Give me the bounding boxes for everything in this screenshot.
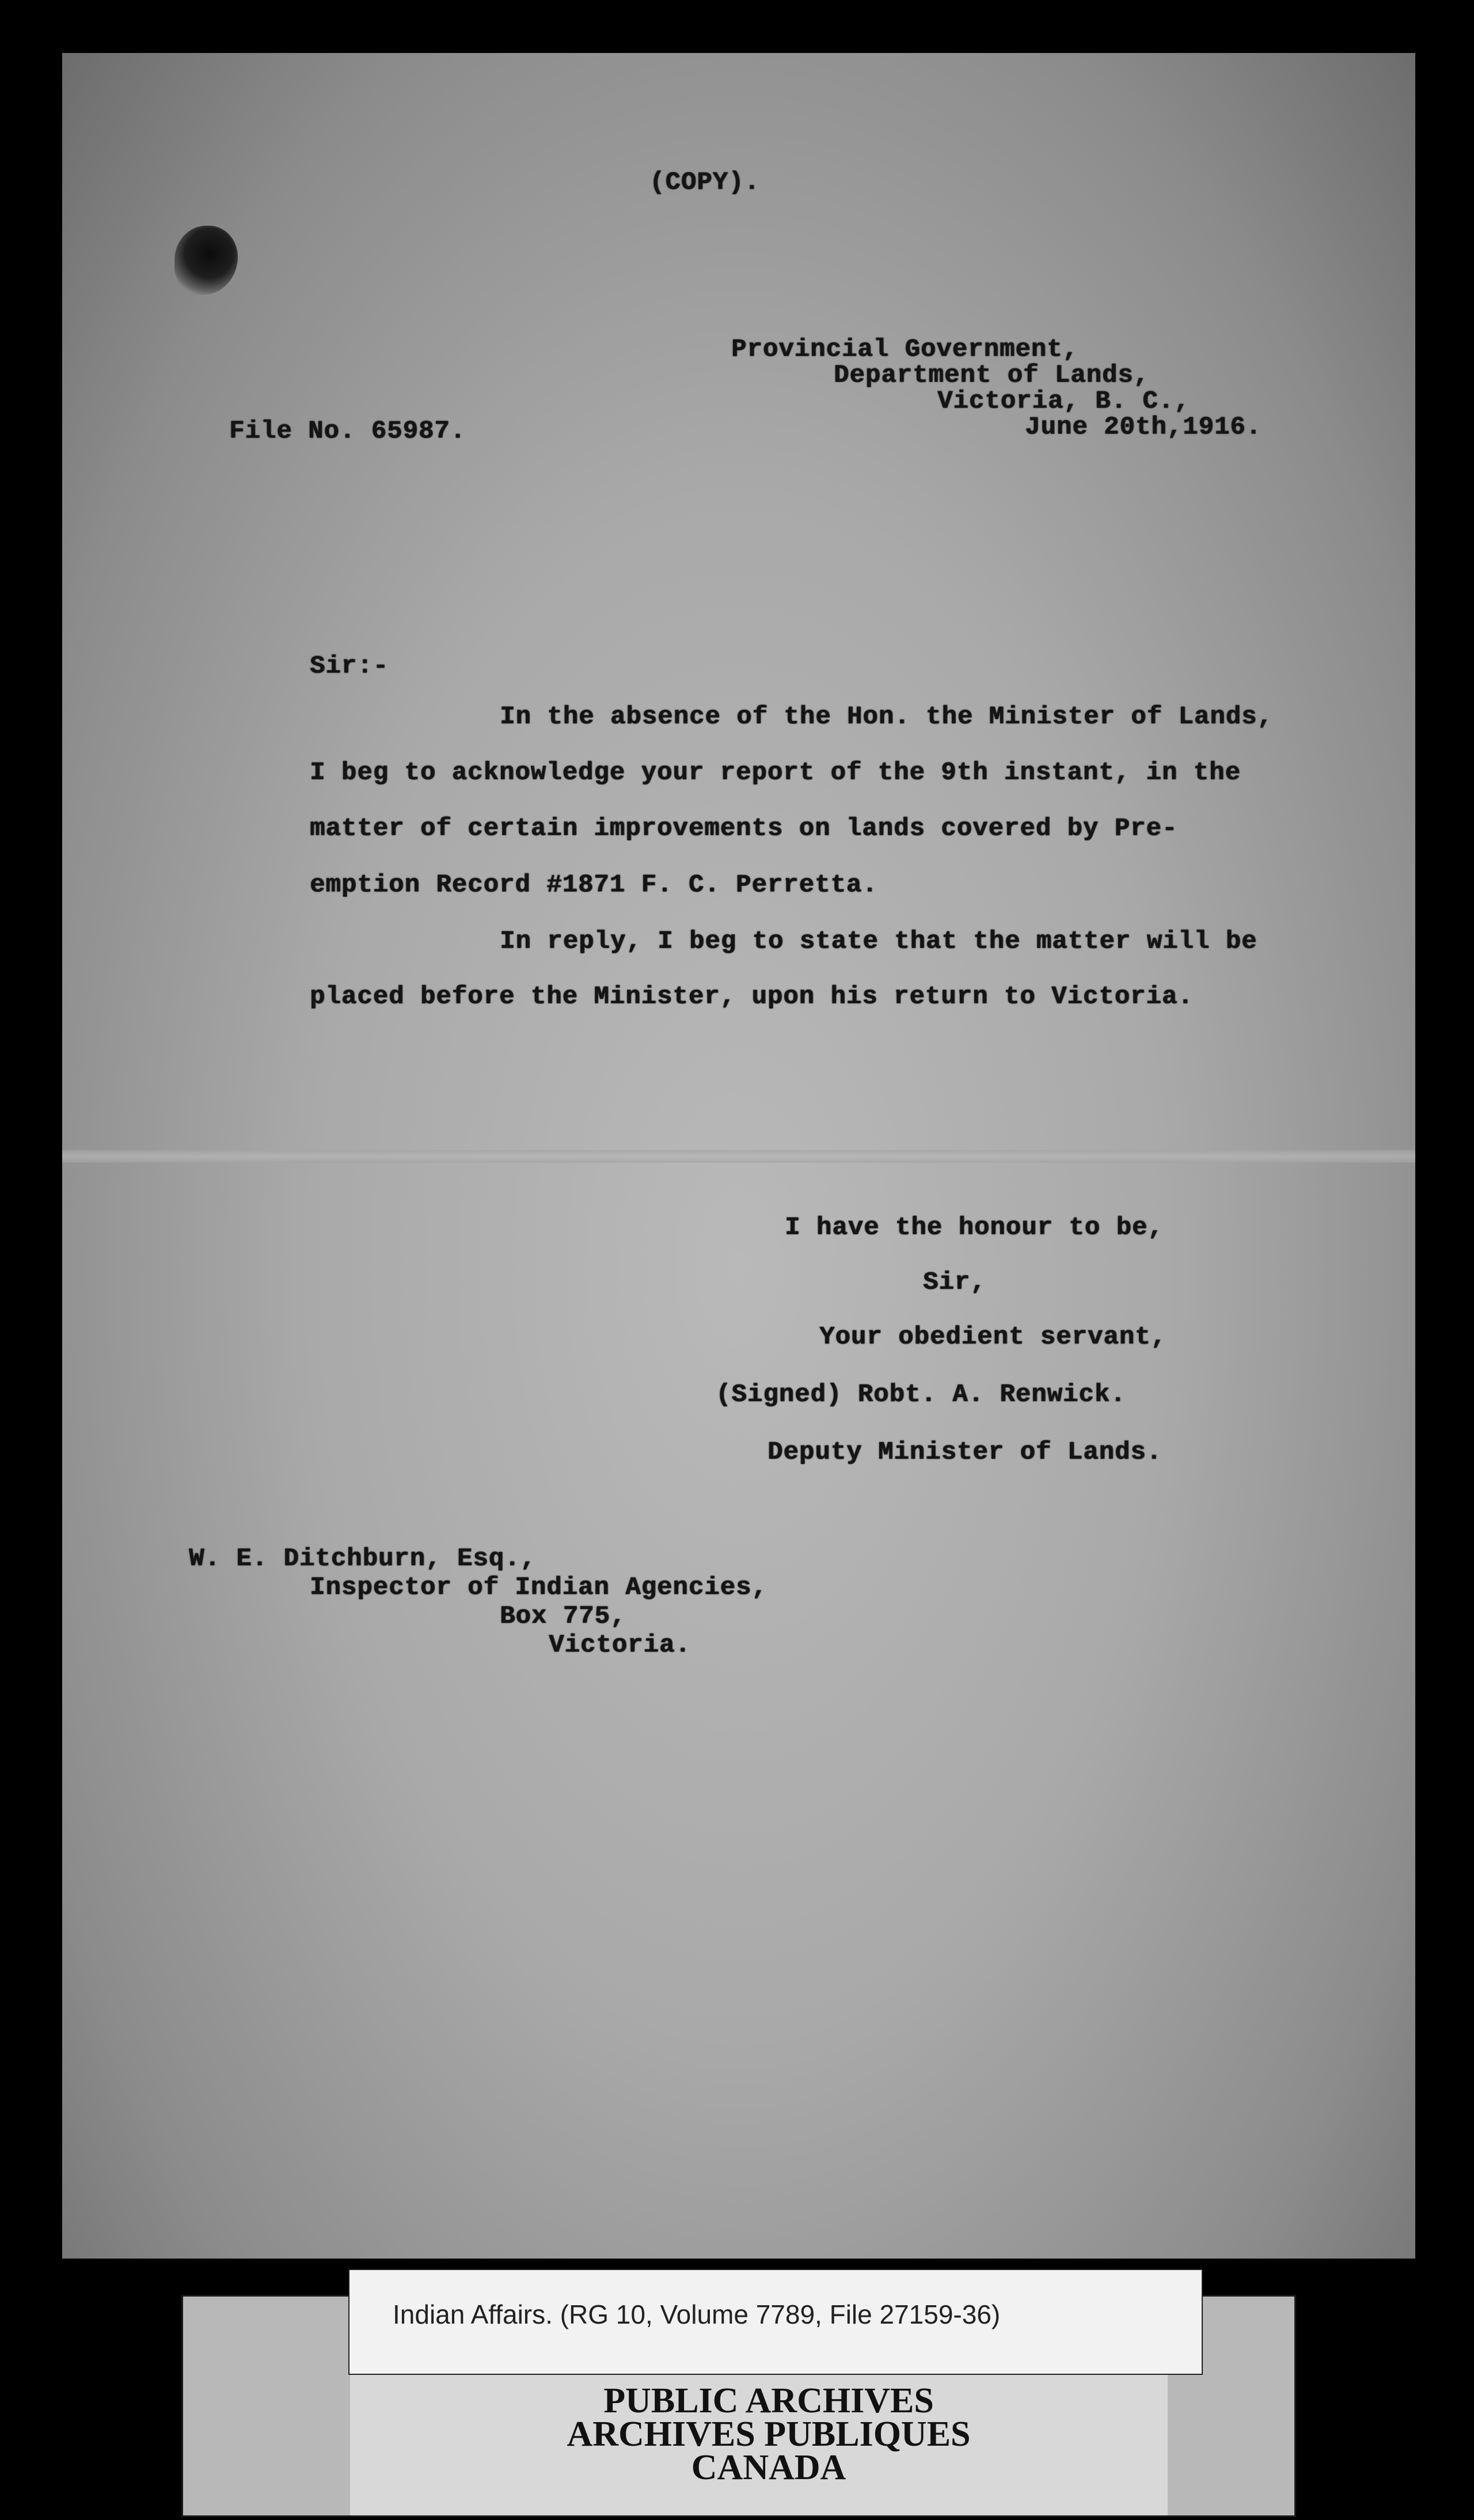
addressee-box: Box 775,	[500, 1602, 626, 1631]
letter-page	[62, 53, 1415, 2259]
ink-blot	[174, 226, 238, 295]
stamp-line-3: CANADA	[691, 2448, 846, 2487]
letterhead-line-2: Department of Lands,	[834, 361, 1150, 390]
archive-reference-label	[348, 2269, 1203, 2375]
signature-line: (Signed) Robt. A. Renwick.	[716, 1380, 1126, 1409]
closing-servant: Your obedient servant,	[819, 1323, 1167, 1352]
letterhead-date: June 20th,1916.	[1025, 413, 1262, 442]
file-number: File No. 65987.	[229, 417, 466, 446]
archives-stamp	[406, 2381, 1131, 2487]
body-line-5: In reply, I beg to state that the matter will be	[500, 927, 1258, 956]
signatory-title: Deputy Minister of Lands.	[768, 1438, 1163, 1467]
addressee-title: Inspector of Indian Agencies,	[310, 1573, 768, 1602]
body-line-1: In the absence of the Hon. the Minister of Lands,	[500, 703, 1273, 731]
body-line-6: placed before the Minister, upon his return to Victoria.	[310, 982, 1194, 1011]
addressee-name: W. E. Ditchburn, Esq.,	[189, 1544, 536, 1573]
archive-reference: Indian Affairs. (RG 10, Volume 7789, File 27159-36)	[393, 2299, 1001, 2329]
stamp-line-1: PUBLIC ARCHIVES	[603, 2381, 934, 2420]
body-line-4: emption Record #1871 F. C. Perretta.	[310, 871, 878, 900]
closing-sir: Sir,	[923, 1268, 986, 1297]
body-line-3: matter of certain improvements on lands covered by Pre-	[310, 814, 1178, 843]
page-fold	[62, 1150, 1415, 1163]
body-line-2: I beg to acknowledge your report of the 9th instant, in the	[310, 758, 1241, 787]
closing-honour: I have the honour to be,	[785, 1213, 1164, 1242]
card-edge-left	[183, 2297, 350, 2515]
salutation: Sir:-	[310, 652, 389, 681]
stamp-line-2: ARCHIVES PUBLIQUES	[567, 2415, 971, 2454]
copy-mark: (COPY).	[649, 168, 760, 197]
letterhead-line-1: Provincial Government,	[731, 335, 1078, 364]
addressee-city: Victoria.	[549, 1631, 691, 1660]
letterhead-line-3: Victoria, B. C.,	[937, 387, 1190, 416]
